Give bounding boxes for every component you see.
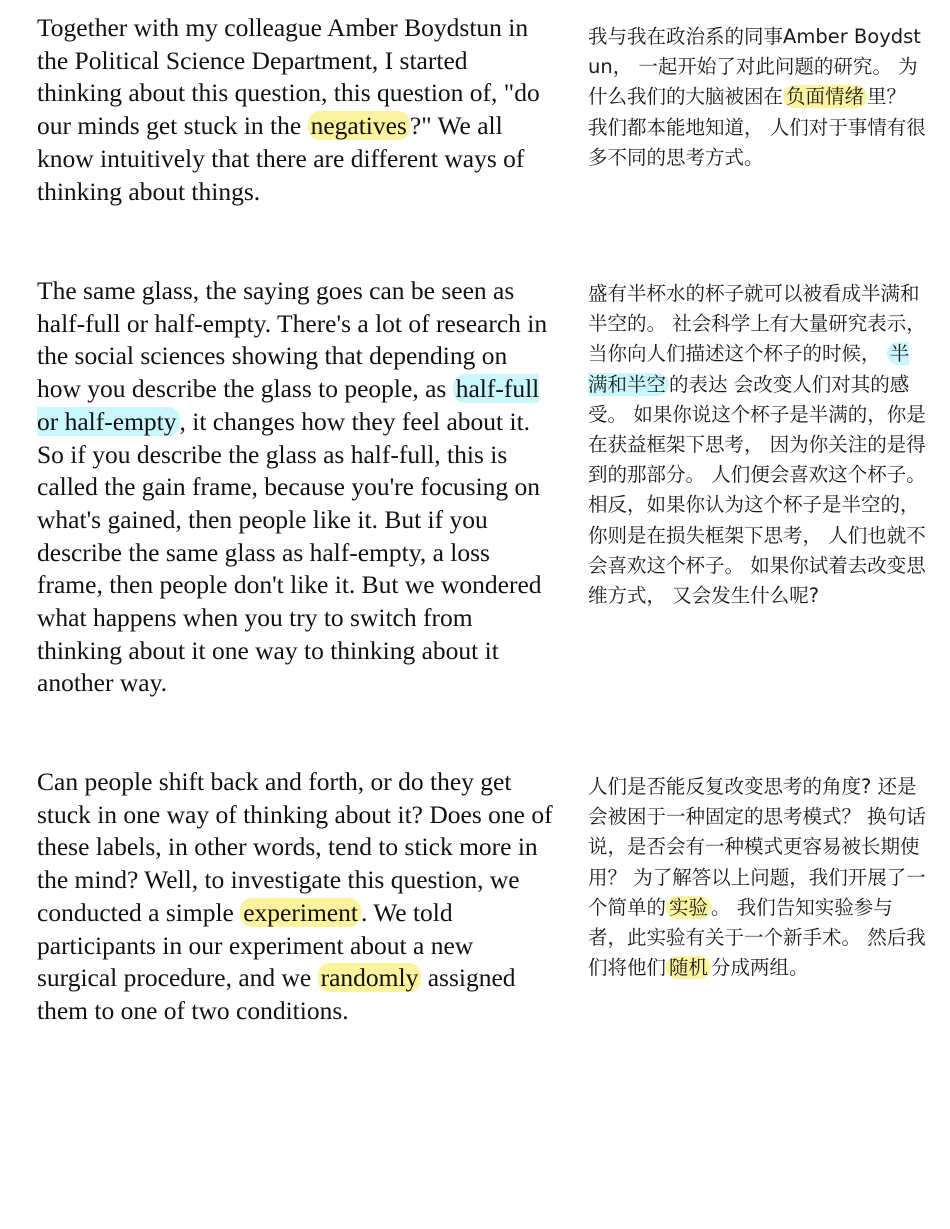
chinese-paragraph-2 <box>588 279 926 611</box>
text-segment: Can people shift back and forth, or do they get stuck in one way of thinking about it? Does one of these labels, in other words, tend to stick more in the mind? Well, to investigate this question, we conducted a simple <box>37 767 553 927</box>
text-segment: ?" We all know intuitively that there are different ways of thinking about things. <box>37 111 525 206</box>
text-segment: assigned them to one of two conditions. <box>37 963 516 1025</box>
highlight-half-full-half-empty: half-full or half-empty <box>37 374 540 436</box>
highlight-fumian-qingxu: 负面情绪 <box>783 85 867 108</box>
highlight-experiment: experiment <box>240 898 361 927</box>
text-segment: , it changes how they feel about it. So if you describe the glass as half-full, this is called the gain frame, because you're focusing on what's gained, then people like it. But if you describe the same glass as half-empty, a loss frame, then people don't like it. But we wondered what happens when you try to switch from thinking about it one way to thinking about it another way. <box>37 406 542 698</box>
text-segment: 我与我在政治系的同事Amber Boydstun， 一起开始了对此问题的研究。 为什么我们的大脑被困在 <box>588 25 921 109</box>
text-segment: 人们是否能反复改变思考的角度? 还是会被困于一种固定的思考模式？ 换句话说，是否会有一种模式更容易被长期使用？ 为了解答以上问题，我们开展了一个简单的 <box>588 775 926 919</box>
highlight-banman-bankong: 半满和半空 <box>588 342 910 396</box>
english-paragraph-3 <box>37 766 557 1028</box>
chinese-paragraph-3 <box>588 772 926 983</box>
text-segment: 。 我们告知实验参与者，此实验有关于一个新手术。 然后我们将他们 <box>588 895 926 980</box>
text-segment: 盛有半杯水的杯子就可以被看成半满和半空的。 社会科学上有大量研究表示， 当你向人们描述这个杯子的时候， <box>588 282 926 366</box>
highlight-negatives: negatives <box>308 111 410 140</box>
chinese-paragraph-1 <box>588 22 926 173</box>
highlight-shiyan: 实验 <box>666 896 711 919</box>
highlight-randomly: randomly <box>318 963 422 992</box>
text-segment: 里？ 我们都本能地知道， 人们对于事情有很多不同的思考方式。 <box>588 85 926 169</box>
english-paragraph-2 <box>37 275 557 700</box>
text-segment: 的表达 会改变人们对其的感受。 如果你说这个杯子是半满的，你是在获益框架下思考， 因为你关注的是得到的那部分。 人们便会喜欢这个杯子。 相反，如果你认为这个杯子是半空的，你则是在损失框架下思考， 人们也就不会喜欢这个杯子。 如果你试着去改变思维方式， 又会发生什么呢? <box>588 372 926 608</box>
text-segment: The same glass, the saying goes can be seen as half-full or half-empty. There's a lot of research in the social sciences showing that depending on how you describe the glass to people, as <box>37 276 548 404</box>
english-paragraph-1 <box>37 12 557 208</box>
text-segment: 分成两组。 <box>711 956 809 980</box>
text-segment: . We told participants in our experiment about a new surgical procedure, and we <box>37 897 474 993</box>
highlight-suiji: 随机 <box>666 956 711 979</box>
text-segment: Together with my colleague Amber Boydstun in the Political Science Department, I started thinking about this question, this question of, "do our minds get stuck in the <box>37 13 540 141</box>
